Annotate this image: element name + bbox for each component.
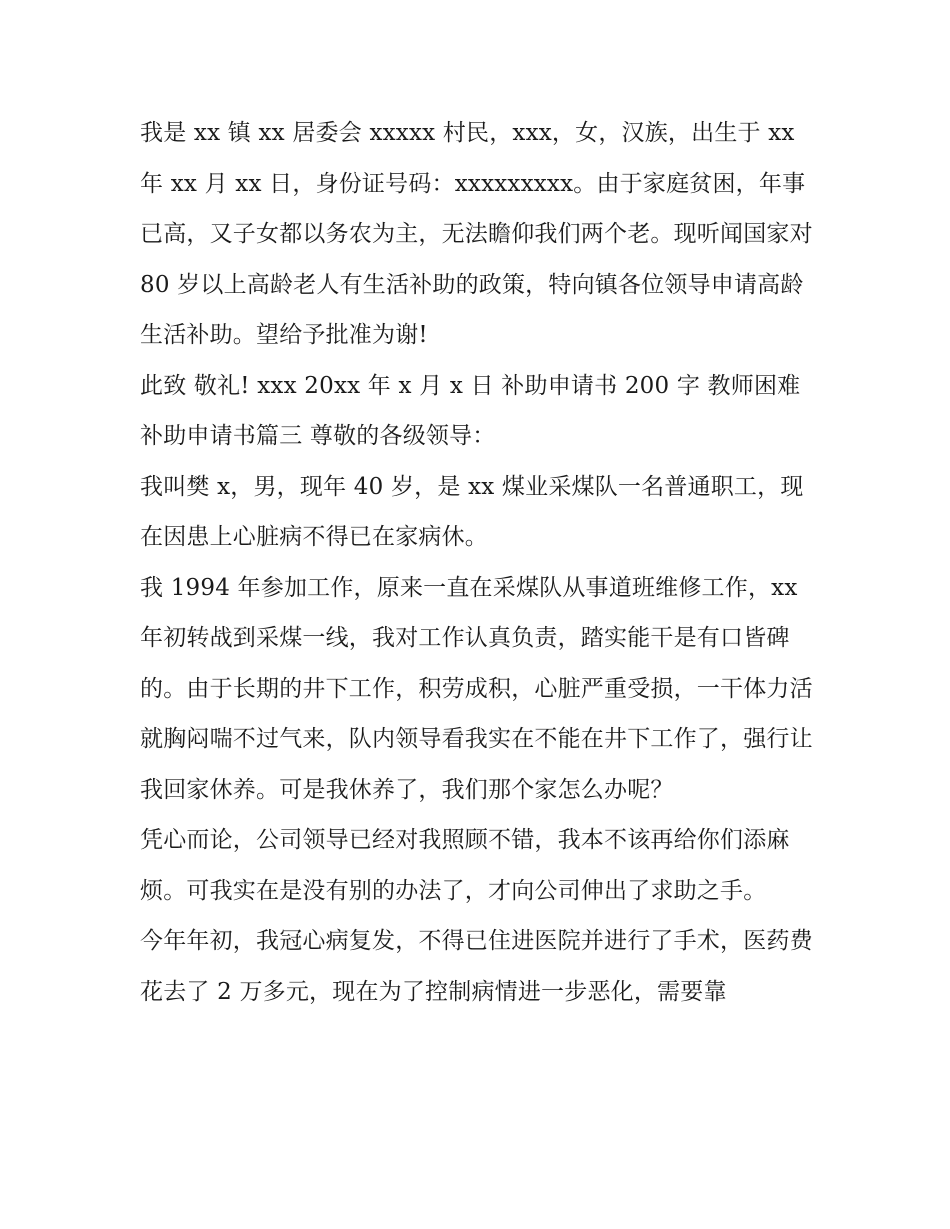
paragraph-4: 我 1994 年参加工作，原来一直在采煤队从事道班维修工作，xx 年初转战到采煤一线，我对工作认真负责，踏实能干是有口皆碑的。由于长期的井下工作，积劳成积，心脏严重受损，一干体力活就胸闷喘不过气来，队内领导看我实在不能在井下工作了，强行让我回家休养。可是我休养了，我们那个家怎么办呢？ <box>140 574 813 803</box>
paragraph-6: 今年年初，我冠心病复发，不得已住进医院并进行了手术，医药费花去了 2 万多元，现在为了控制病情进一步恶化，需要靠 <box>140 928 813 1005</box>
paragraph-2: 此致 敬礼! xxx 20xx 年 x 月 x 日 补助申请书 200 字 教师困难补助申请书篇三 尊敬的各级领导： <box>140 372 801 449</box>
paragraph-5: 凭心而论，公司领导已经对我照顾不错，我本不该再给你们添麻烦。可我实在是没有别的办法了，才向公司伸出了求助之手。 <box>140 827 790 904</box>
paragraph-1: 我是 xx 镇 xx 居委会 xxxxx 村民，xxx，女，汉族，出生于 xx 年 xx 月 xx 日，身份证号码：xxxxxxxxx。由于家庭贫困，年事已高，又子女都以务农为主，无法瞻仰我们两个老。现听闻国家对 80 岁以上高龄老人有生活补助的政策，特向镇各位领导申请高龄生活补助。望给予批准为谢! <box>140 120 813 348</box>
paragraph-3: 我叫樊 x，男，现年 40 岁，是 xx 煤业采煤队一名普通职工，现在因患上心脏病不得已在家病休。 <box>140 473 804 550</box>
document-body <box>140 108 820 1017</box>
